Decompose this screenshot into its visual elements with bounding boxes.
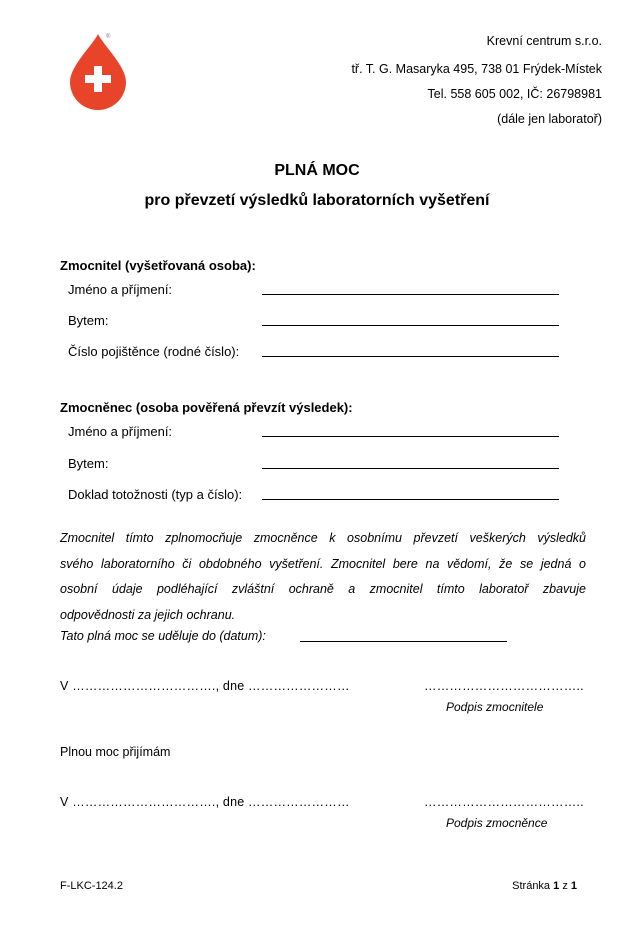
agent-id-field[interactable] [262,499,559,500]
company-logo [62,30,134,114]
logo-text: KREVNÍ CENTRUM [69,86,120,111]
statement-line: osobní údaje podléhající zvláštní ochraně a zmocnitel tímto laboratoř zbavuje [60,582,586,596]
statement-line: odpovědnosti za jejich ochranu. [60,607,236,622]
agent-signature-caption: Podpis zmocněnce [446,816,548,830]
principal-insurance-field[interactable] [262,356,559,357]
principal-address-field[interactable] [262,325,559,326]
principal-name-label: Jméno a příjmení: [68,282,173,297]
agent-address-label: Bytem: [68,456,109,471]
principal-signature-field[interactable]: ……………………………….. [424,679,584,693]
validity-label: Tato plná moc se uděluje do (datum): [60,629,266,643]
company-address: tř. T. G. Masaryka 495, 738 01 Frýdek-Místek [351,62,602,76]
registered-mark: ® [106,34,111,40]
statement-line: Zmocnitel tímto zplnomocňuje zmocněnce k osobnímu převzetí veškerých výsledků [60,531,586,545]
principal-heading: Zmocnitel (vyšetřovaná osoba): [60,258,256,273]
validity-date-field[interactable] [300,641,507,642]
page-total: 1 [570,880,577,892]
agent-heading: Zmocněnec (osoba pověřená převzít výsledek): [60,400,353,415]
company-phone-ico: Tel. 558 605 002, IČ: 26798981 [427,87,602,101]
authorization-statement [60,526,586,628]
acceptance-label: Plnou moc přijímám [60,745,171,759]
principal-insurance-label: Číslo pojištěnce (rodné číslo): [68,344,240,359]
acceptance-place-date-field[interactable]: V ……………………………., dne …………………… [60,795,350,809]
agent-name-label: Jméno a příjmení: [68,424,173,439]
page-word: Stránka [512,880,551,892]
form-code: F-LKC-124.2 [60,880,123,892]
agent-name-field[interactable] [262,436,559,437]
page-of: z [562,880,568,892]
agent-id-label: Doklad totožnosti (typ a číslo): [68,487,243,502]
statement-line: svého laboratorního či obdobného vyšetření. Zmocnitel bere na vědomí, že se jedná o [60,556,586,571]
place-date-field[interactable]: V ……………………………., dne …………………… [60,679,350,693]
document-subtitle: pro převzetí výsledků laboratorních vyšetření [144,192,490,209]
principal-signature-caption: Podpis zmocnitele [446,700,544,714]
company-alias: (dále jen laboratoř) [497,112,602,126]
document-title: PLNÁ MOC [274,162,360,179]
agent-address-field[interactable] [262,468,559,469]
page-number [512,880,577,892]
agent-signature-field[interactable]: ……………………………….. [424,795,584,809]
principal-name-field[interactable] [262,294,559,295]
principal-address-label: Bytem: [68,313,109,328]
company-name: Krevní centrum s.r.o. [486,34,602,48]
page-current: 1 [553,880,560,892]
